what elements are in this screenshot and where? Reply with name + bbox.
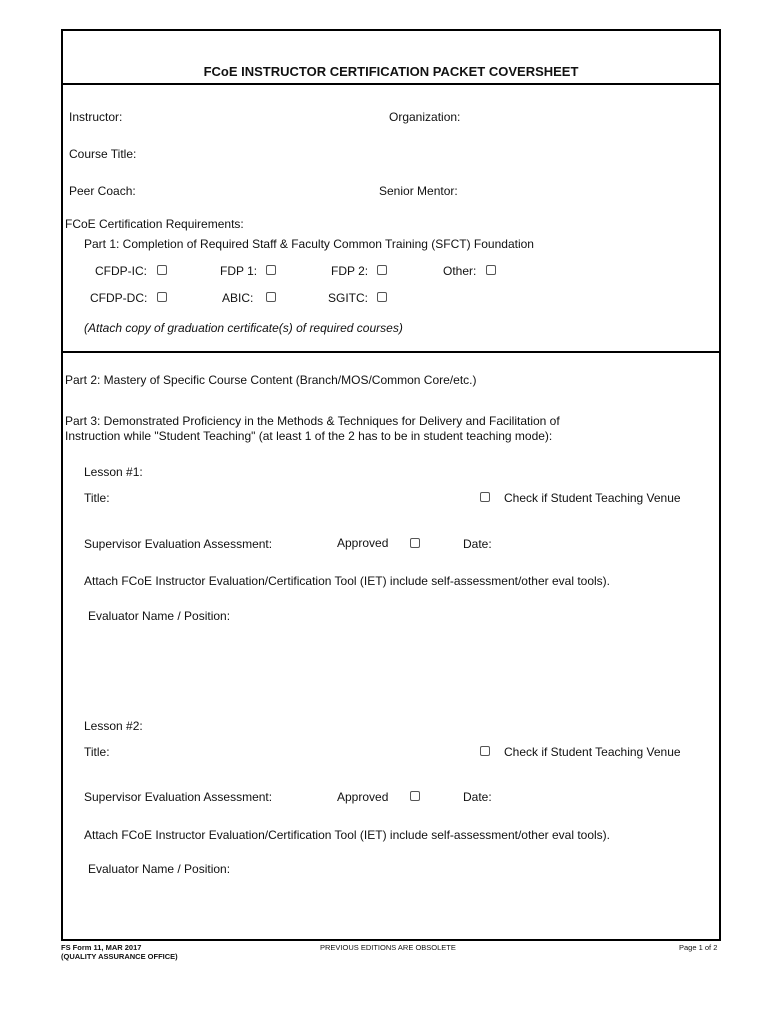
course-title-label: Course Title: bbox=[69, 147, 137, 161]
sgitc-checkbox[interactable] bbox=[377, 292, 387, 302]
senior-mentor-label: Senior Mentor: bbox=[379, 184, 458, 198]
header-divider bbox=[61, 83, 721, 85]
lesson2-venue-label: Check if Student Teaching Venue bbox=[504, 745, 681, 759]
lesson2-venue-checkbox[interactable] bbox=[480, 746, 490, 756]
lesson2-date-label: Date: bbox=[463, 790, 492, 804]
cfdp-ic-label: CFDP-IC: bbox=[95, 264, 147, 278]
footer-office: (QUALITY ASSURANCE OFFICE) bbox=[61, 952, 178, 961]
lesson1-evaluator-label: Evaluator Name / Position: bbox=[88, 609, 231, 623]
lesson1-venue-label: Check if Student Teaching Venue bbox=[504, 491, 681, 505]
lesson1-approved-label: Approved bbox=[337, 536, 389, 550]
lesson2-approved-checkbox[interactable] bbox=[410, 791, 420, 801]
lesson1-venue-checkbox[interactable] bbox=[480, 492, 490, 502]
footer-page-number: Page 1 of 2 bbox=[679, 943, 718, 952]
lesson1-supervisor-label: Supervisor Evaluation Assessment: bbox=[84, 537, 273, 551]
cfdp-dc-label: CFDP-DC: bbox=[90, 291, 148, 305]
footer-form-id: FS Form 11, MAR 2017 bbox=[61, 943, 142, 952]
fdp1-label: FDP 1: bbox=[220, 264, 258, 278]
part3-line2: Instruction while "Student Teaching" (at least 1 of the 2 has to be in student teaching mode): bbox=[65, 429, 553, 443]
lesson1-attach-text: Attach FCoE Instructor Evaluation/Certification Tool (IET) include self-assessment/other eval tools). bbox=[84, 574, 611, 588]
fdp2-checkbox[interactable] bbox=[377, 265, 387, 275]
lesson1-heading: Lesson #1: bbox=[84, 465, 143, 479]
lesson2-attach-text: Attach FCoE Instructor Evaluation/Certification Tool (IET) include self-assessment/other eval tools). bbox=[84, 828, 611, 842]
form-frame bbox=[61, 29, 721, 941]
abic-label: ABIC: bbox=[222, 291, 254, 305]
lesson1-date-label: Date: bbox=[463, 537, 492, 551]
lesson2-evaluator-label: Evaluator Name / Position: bbox=[88, 862, 231, 876]
lesson1-approved-checkbox[interactable] bbox=[410, 538, 420, 548]
other-checkbox[interactable] bbox=[486, 265, 496, 275]
lesson2-approved-label: Approved bbox=[337, 790, 389, 804]
abic-checkbox[interactable] bbox=[266, 292, 276, 302]
instructor-label: Instructor: bbox=[69, 110, 123, 124]
form-title: FCoE INSTRUCTOR CERTIFICATION PACKET COVERSHEET bbox=[203, 64, 579, 79]
fdp1-checkbox[interactable] bbox=[266, 265, 276, 275]
fdp2-label: FDP 2: bbox=[331, 264, 369, 278]
lesson1-title-label: Title: bbox=[84, 491, 110, 505]
section-divider bbox=[61, 351, 721, 353]
part3-line1: Part 3: Demonstrated Proficiency in the Methods & Techniques for Delivery and Facilitation of bbox=[65, 414, 560, 428]
part1-label: Part 1: Completion of Required Staff & Faculty Common Training (SFCT) Foundation bbox=[84, 237, 534, 251]
organization-label: Organization: bbox=[389, 110, 461, 124]
sgitc-label: SGITC: bbox=[328, 291, 369, 305]
other-label: Other: bbox=[443, 264, 477, 278]
attach-certificate-note: (Attach copy of graduation certificate(s) of required courses) bbox=[84, 321, 403, 335]
cfdp-ic-checkbox[interactable] bbox=[157, 265, 167, 275]
lesson2-title-label: Title: bbox=[84, 745, 110, 759]
part2-label: Part 2: Mastery of Specific Course Content (Branch/MOS/Common Core/etc.) bbox=[65, 373, 477, 387]
cfdp-dc-checkbox[interactable] bbox=[157, 292, 167, 302]
lesson2-supervisor-label: Supervisor Evaluation Assessment: bbox=[84, 790, 273, 804]
peer-coach-label: Peer Coach: bbox=[69, 184, 136, 198]
lesson2-heading: Lesson #2: bbox=[84, 719, 143, 733]
requirements-heading: FCoE Certification Requirements: bbox=[65, 217, 244, 231]
footer-obsolete: PREVIOUS EDITIONS ARE OBSOLETE bbox=[320, 943, 456, 952]
